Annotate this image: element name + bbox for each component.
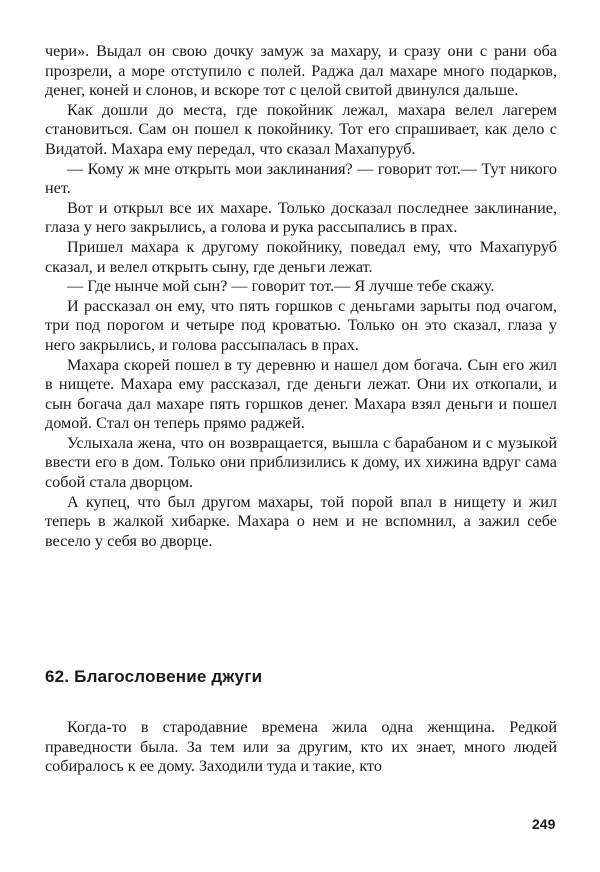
paragraph: Вот и открыл все их махаре. Только досказал последнее заклинание, глаза у него закрылись, а голова и рука рассыпались в прах. xyxy=(45,198,557,237)
story-ending-text xyxy=(45,42,557,551)
paragraph: А купец, что был другом махары, той порой впал в нищету и жил теперь в жалкой хибарке. Махара о нем и не вспомнил, а зажил себе весело у себя во дворце. xyxy=(45,492,557,550)
paragraph: Услыхала жена, что он возвращается, вышла с барабаном и с музыкой ввести его в дом. Только они приблизились к дому, их хижина вдруг сама собой стала дворцом. xyxy=(45,433,557,492)
paragraph: Пришел махара к другому покойнику, поведал ему, что Махапуруб сказал, и велел открыть сыну, где деньги лежат. xyxy=(45,237,557,276)
paragraph: — Где нынче мой сын? — говорит тот.— Я лучше тебе скажу. xyxy=(67,277,495,296)
paragraph: И рассказал он ему, что пять горшков с деньгами зарыты под очагом, три под порогом и четыре под кроватью. Только он это сказал, глаза у него закрылись, и голова рассыпалась в прах. xyxy=(45,296,557,354)
section-heading: 62. Благословение джуги xyxy=(45,667,263,686)
page-number: 249 xyxy=(532,816,556,832)
paragraph: Махара скорей пошел в ту деревню и нашел дом богача. Сын его жил в нищете. Махара ему рассказал, где деньги лежат. Они их откопали, и сын богача дал махаре пять горшков денег. Махара взял деньги и пошел домой. Стал он теперь прямо раджей. xyxy=(45,355,557,433)
paragraph: Как дошли до места, где покойник лежал, махара велел лагерем становиться. Сам он пошел к покойнику. Тот его спрашивает, как дело с Видатой. Махара ему передал, что сказал Махапуруб. xyxy=(45,100,557,158)
paragraph: Когда-то в стародавние времена жила одна женщина. Редкой праведности была. За тем или за другим, кто их знает, много людей собиралось к ее дому. Заходили туда и такие, кто xyxy=(45,718,557,776)
new-story-text xyxy=(45,718,557,777)
paragraph: чери». Выдал он свою дочку замуж за махару, и сразу они с рани оба прозрели, а море отступило с полей. Раджа дал махаре много подарков, денег, коней и слонов, и вскоре тот с целой свитой двинулся дальше. xyxy=(45,42,557,100)
paragraph: — Кому ж мне открыть мои заклинания? — говорит тот.— Тут никого нет. xyxy=(45,159,557,198)
